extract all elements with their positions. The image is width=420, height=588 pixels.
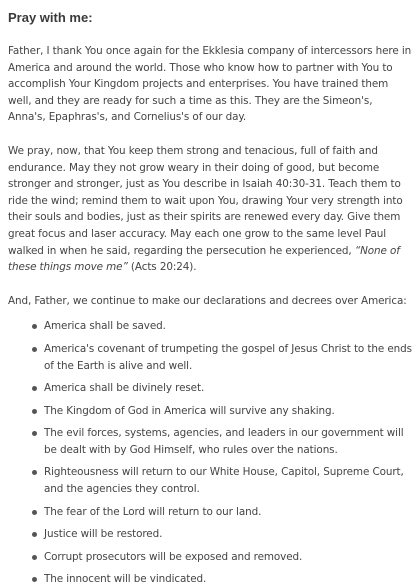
decree-item: America shall be saved.: [32, 318, 412, 335]
prayer-paragraph-2: [8, 143, 412, 276]
bullet-icon: [32, 431, 37, 436]
bullet-icon: [32, 347, 37, 352]
section-heading: Pray with me:: [8, 10, 93, 25]
scripture-quote: “None of these things move me”: [8, 244, 400, 274]
bullet-icon: [32, 470, 37, 475]
bullet-icon: [32, 577, 37, 582]
decrees-intro: And, Father, we continue to make our declarations and decrees over America:: [8, 294, 407, 307]
prayer-paragraph-1: Father, I thank You once again for the Ekklesia company of intercessors here in America and around the world. Those who know how to partner with You to accomplish Your Kingdom projects and enterprises. You have trained them well, and they are ready for such a time as this. They are the Simeon's, Anna's, Epaphras's, and Cornelius's of our day.: [8, 45, 412, 124]
decree-item: Righteousness will return to our White House, Capitol, Supreme Court, and the agencies they control.: [32, 464, 412, 497]
decree-item: The fear of the Lord will return to our land.: [32, 504, 412, 521]
decree-item: The innocent will be vindicated.: [32, 571, 412, 588]
scripture-reference: (Acts 20:24).: [127, 261, 197, 274]
bullet-icon: [32, 532, 37, 537]
decree-item: America shall be divinely reset.: [32, 380, 412, 397]
bullet-icon: [32, 555, 37, 560]
bullet-icon: [32, 510, 37, 515]
bullet-icon: [32, 409, 37, 414]
bullet-icon: [32, 386, 37, 391]
decree-item: America's covenant of trumpeting the gospel of Jesus Christ to the ends of the Earth is alive and well.: [32, 341, 412, 374]
decrees-list: [8, 318, 412, 588]
prayer-paragraph-2-text: We pray, now, that You keep them strong and tenacious, full of faith and endurance. May they not grow weary in their doing of good, but become stronger and stronger, just as You describe in Isaiah 40:30-31. Teach them to ride the wind; remind them to wait upon You, drawing Your very strength into their souls and bodies, just as their spirits are renewed every day. Give them great focus and laser accuracy. May each one grow to the same level Paul walked in when he said, regarding the persecution he experienced,: [8, 144, 403, 257]
bullet-icon: [32, 324, 37, 329]
decree-item: Corrupt prosecutors will be exposed and removed.: [32, 549, 412, 566]
decree-item: The evil forces, systems, agencies, and leaders in our government will be dealt with by God Himself, who rules over the nations.: [32, 425, 412, 458]
decree-item: Justice will be restored.: [32, 526, 412, 543]
decree-item: The Kingdom of God in America will survive any shaking.: [32, 403, 412, 420]
